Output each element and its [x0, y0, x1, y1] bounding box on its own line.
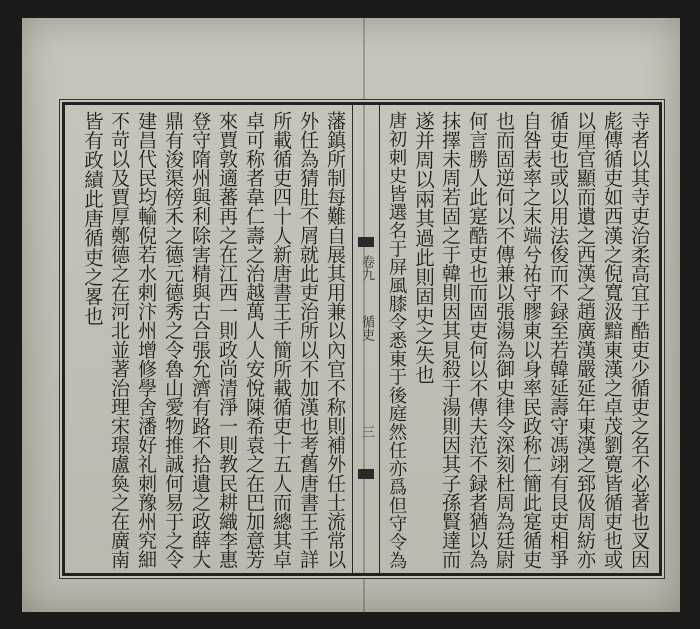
fish-tail-mark [358, 469, 374, 479]
page-number: 三 [359, 425, 374, 438]
text-column: 所載循吏四十人新唐書王千簡所載循吏十五人而總其卓 [270, 111, 292, 569]
text-column: 登守隋州與利除害精與古合張允濟有路不拾遺之政薛大 [189, 111, 211, 569]
text-column: 卓可称者韋仁壽之治越萬人人安悅陳希袁之在巴加意芳 [243, 111, 265, 569]
fish-tail-mark [358, 237, 374, 247]
text-column: 唐初刺史皆選名于屏風膝令悉東于後庭然任亦爲但守令為 [386, 111, 407, 569]
text-column: 不苛以及賈厚鄭德之在河北並著治理宋璟盧奐之在廣南 [108, 111, 130, 569]
text-column: 藩鎮所制每難自展其用兼以內官不称則補外任士流常以 [324, 111, 346, 569]
text-column: 自咎表率之末端兮祐守膠東以身率民政称仁簡此寔循吏 [520, 111, 542, 569]
text-column: 鼎有浚渠傍禾之德元德秀之令魯山愛物推誠何易于之令 [162, 111, 184, 569]
text-column: 彪傳循吏如西漢之倪寬汲黯東漢之卓茂劉寛皆循吏也或 [601, 111, 623, 569]
text-column: 外任為猜肚不屑就此吏治所以不加漢也考舊唐書王千詳 [297, 111, 319, 569]
center-strip [352, 105, 380, 573]
text-column: 寺者以其寺吏治柔高宜于酷吏少循吏之名不必著也叉因 [628, 111, 650, 569]
book-page [22, 18, 680, 612]
text-column: 建昌代民均輸倪若水剌汴州增修學舍潘好礼刺豫州究細 [135, 111, 157, 569]
text-column: 也而固逆何以不傳兼以張湯為御史律令深刻杜周為廷尉 [493, 111, 515, 569]
text-column: 皆有政績此唐循吏之畧也 [81, 111, 104, 326]
text-column: 循吏也或以用法俊而不録至若韓延壽守馮翊有艮吏相爭 [547, 111, 569, 569]
text-column: 遂并周以兩其過此則固史之失也 [412, 111, 435, 384]
text-frame [62, 102, 662, 576]
chapter-label: 卷九 [359, 255, 374, 281]
text-column: 以厘官顯而遺之西漢之趙廣漢嚴延年東漢之郅伋周紡亦 [574, 111, 596, 569]
text-column: 抹擇未周若固之于韓則因其見殺于湯則因其子孫賢達而 [439, 111, 461, 569]
section-title: 循吏 [359, 315, 374, 341]
text-column: 何言勝人此寔酷吏也而固吏何以不傳夫范不録者猶以為 [466, 111, 488, 569]
text-column: 來賈敦適蕃再之在江西一則政尚清淨一則教民耕織李惠 [216, 111, 238, 569]
